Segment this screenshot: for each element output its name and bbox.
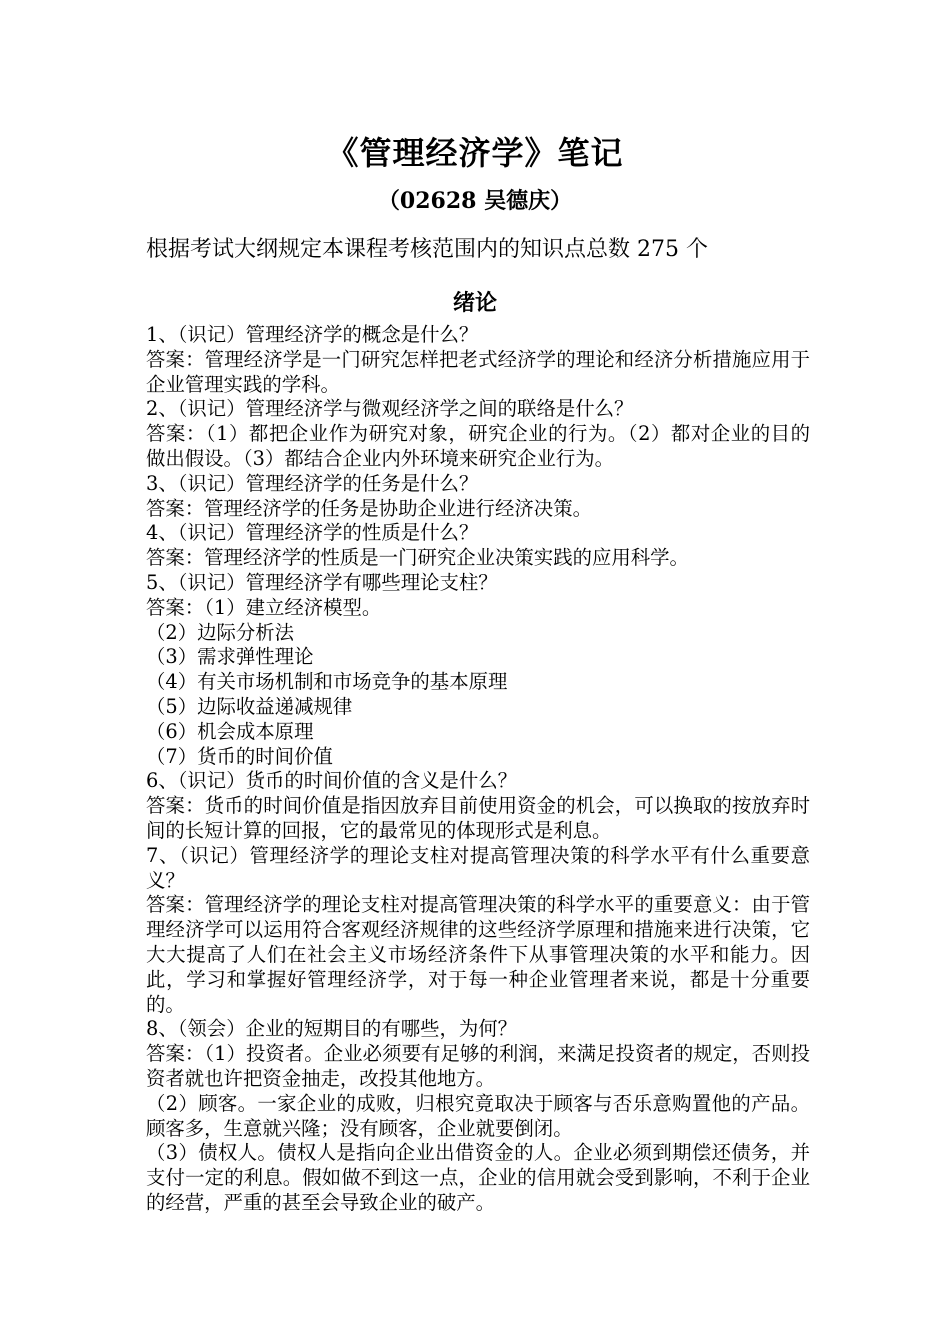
question-2: 2、（识记）管理经济学与微观经济学之间的联络是什么？: [146, 397, 634, 421]
question-8: 8、（领会）企业的短期目的有哪些，为何？: [146, 1017, 518, 1041]
answer-5-item-1: 答案：（1）建立经济模型。: [146, 595, 382, 619]
question-3: 3、（识记）管理经济学的任务是什么？: [146, 471, 479, 495]
answer-1: 答案：管理经济学是一门研究怎样把老式经济学的理论和经济分析措施应用于企业管理实践的学科。: [146, 347, 810, 396]
question-4: 4、（识记）管理经济学的性质是什么？: [146, 521, 479, 545]
answer-2: 答案：（1）都把企业作为研究对象，研究企业的行为。（2）都对企业的目的做出假设。（3）都结合企业内外环境来研究企业行为。: [146, 422, 810, 470]
question-1: 1、（识记）管理经济学的概念是什么？: [146, 323, 479, 346]
answer-8-item-2: （2）顾客。一家企业的成败，归根究竟取决于顾客与否乐意购置他的产品。顾客多，生意就兴隆；没有顾客，企业就要倒闭。: [146, 1091, 810, 1140]
answer-5-item-5: （5）边际收益递减规律: [146, 694, 353, 718]
question-7: 7、（识记）管理经济学的理论支柱对提高管理决策的科学水平有什么重要意义？: [146, 843, 810, 892]
answer-6: 答案：货币的时间价值是指因放弃目前使用资金的机会，可以换取的按放弃时间的长短计算的回报，它的最常见的体现形式是利息。: [146, 794, 810, 842]
body-text: [146, 323, 810, 1216]
answer-5-item-7: （7）货币的时间价值: [146, 744, 333, 768]
document-title: 《管理经济学》笔记: [326, 134, 624, 172]
answer-5-item-2: （2）边际分析法: [146, 620, 295, 644]
answer-4: 答案：管理经济学的性质是一门研究企业决策实践的应用科学。: [146, 546, 689, 570]
section-heading: 绪论: [452, 290, 497, 316]
intro-text: 根据考试大纲规定本课程考核范围内的知识点总数 275 个: [146, 237, 708, 262]
answer-7: 答案：管理经济学的理论支柱对提高管理决策的科学水平的重要意义：由于管理经济学可以运用符合客观经济规律的这些经济学原理和措施来进行决策，它大大提高了人们在社会主义市场经济条件下从事管理决策的水平和能力。因此，学习和掌握好管理经济学，对于每一种企业管理者来说，都是十分重要的。: [146, 893, 810, 1016]
answer-5-item-3: （3）需求弹性理论: [146, 645, 314, 669]
answer-3: 答案：管理经济学的任务是协助企业进行经济决策。: [146, 496, 592, 520]
answer-5-item-6: （6）机会成本原理: [146, 719, 314, 743]
question-6: 6、（识记）货币的时间价值的含义是什么？: [146, 769, 518, 793]
answer-8-item-1: 答案：（1）投资者。企业必须要有足够的利润，来满足投资者的规定，否则投资者就也许把资金抽走，改投其他地方。: [146, 1042, 810, 1090]
answer-8-item-3: （3）债权人。债权人是指向企业出借资金的人。企业必须到期偿还债务，并支付一定的利息。假如做不到这一点，企业的信用就会受到影响，不利于企业的经营，严重的甚至会导致企业的破产。: [146, 1141, 810, 1214]
document-subtitle: （02628 吴德庆）: [377, 188, 573, 214]
question-5: 5、（识记）管理经济学有哪些理论支柱？: [146, 570, 498, 594]
answer-5-item-4: （4）有关市场机制和市场竞争的基本原理: [146, 670, 508, 694]
